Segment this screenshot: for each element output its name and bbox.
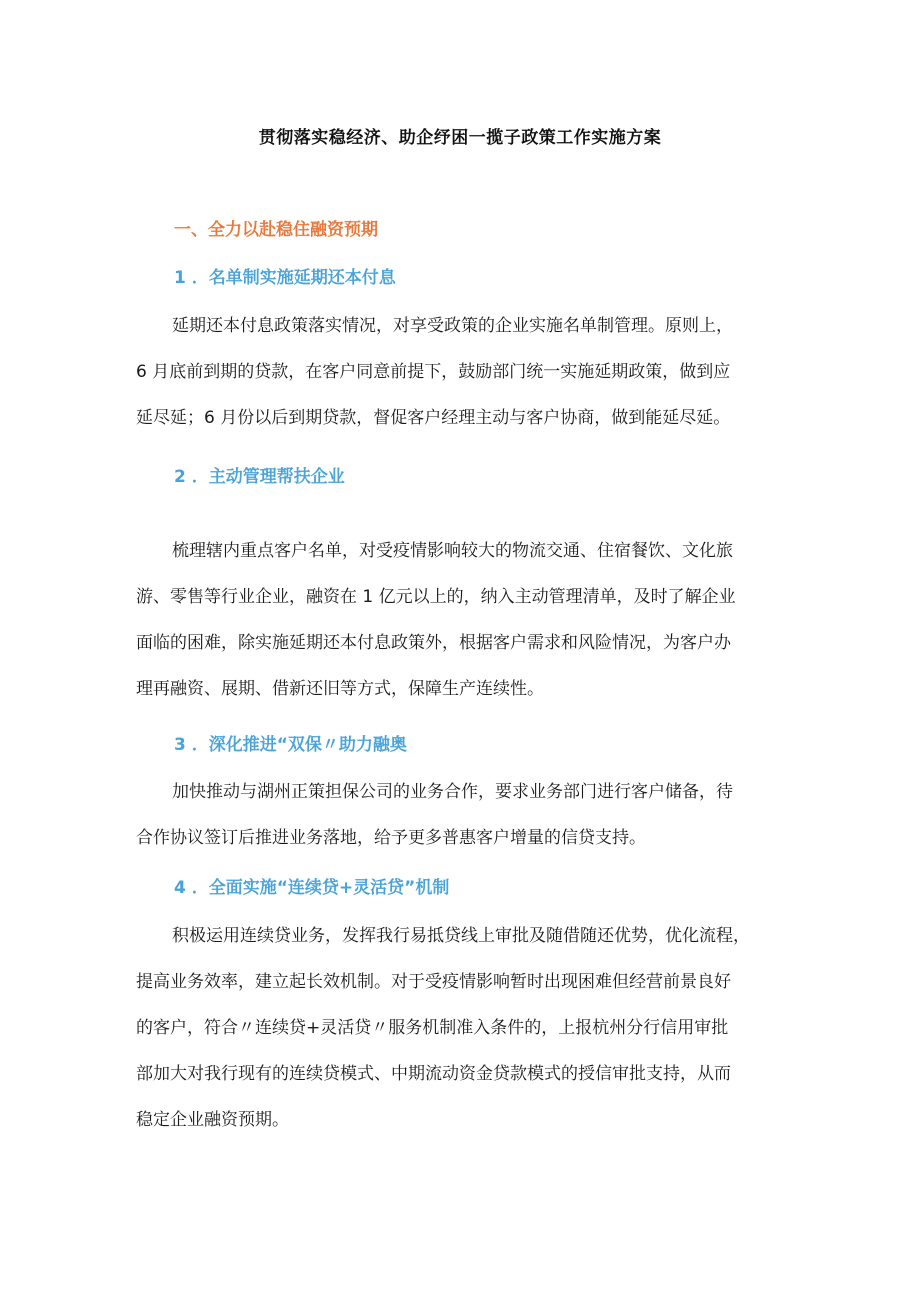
paragraph-line: 游、零售等行业企业，融资在 1 亿元以上的，纳入主动管理清单，及时了解企业 bbox=[136, 587, 736, 607]
paragraph-line: 积极运用连续贷业务，发挥我行易抵贷线上审批及随借随还优势，优化流程， bbox=[172, 926, 750, 946]
subsection-heading-3: 3 ．深化推进“双保〃助力融奥 bbox=[174, 735, 407, 755]
paragraph-line: 延尽延；6 月份以后到期贷款，督促客户经理主动与客户协商，做到能延尽延。 bbox=[136, 408, 731, 428]
subsection-heading-1: 1 ．名单制实施延期还本付息 bbox=[174, 268, 396, 288]
paragraph-3 bbox=[136, 769, 796, 861]
paragraph-line: 加快推动与湖州正策担保公司的业务合作，要求业务部门进行客户储备，待 bbox=[172, 782, 733, 802]
paragraph-1 bbox=[136, 303, 796, 441]
paragraph-line: 6 月底前到期的贷款，在客户同意前提下，鼓励部门统一实施延期政策，做到应 bbox=[136, 362, 731, 382]
paragraph-4 bbox=[136, 913, 796, 1143]
paragraph-line: 提高业务效率，建立起长效机制。对于受疫情影响暂时出现困难但经营前景良好 bbox=[136, 972, 731, 992]
paragraph-line: 梳理辖内重点客户名单，对受疫情影响较大的物流交通、住宿餐饮、文化旅 bbox=[172, 541, 733, 561]
paragraph-line: 合作协议签订后推进业务落地，给予更多普惠客户增量的信贷支持。 bbox=[136, 828, 646, 848]
paragraph-line: 延期还本付息政策落实情况，对享受政策的企业实施名单制管理。原则上， bbox=[172, 316, 733, 336]
paragraph-line: 的客户，符合〃连续贷+灵活贷〃服务机制准入条件的，上报杭州分行信用审批 bbox=[136, 1018, 729, 1038]
section-heading-1: 一、全力以赴稳住融资预期 bbox=[174, 220, 378, 240]
subsection-heading-4: 4 ．全面实施“连续贷+灵活贷”机制 bbox=[174, 878, 450, 898]
paragraph-line: 部加大对我行现有的连续贷模式、中期流动资金贷款模式的授信审批支持，从而 bbox=[136, 1064, 731, 1084]
paragraph-line: 面临的困难，除实施延期还本付息政策外，根据客户需求和风险情况，为客户办 bbox=[136, 633, 731, 653]
paragraph-line: 稳定企业融资预期。 bbox=[136, 1110, 289, 1130]
paragraph-line: 理再融资、展期、借新还旧等方式，保障生产连续性。 bbox=[136, 679, 544, 699]
document-title: 贯彻落实稳经济、助企纾困一揽子政策工作实施方案 bbox=[258, 128, 662, 148]
paragraph-2 bbox=[136, 528, 796, 712]
subsection-heading-2: 2 ．主动管理帮扶企业 bbox=[174, 467, 345, 487]
